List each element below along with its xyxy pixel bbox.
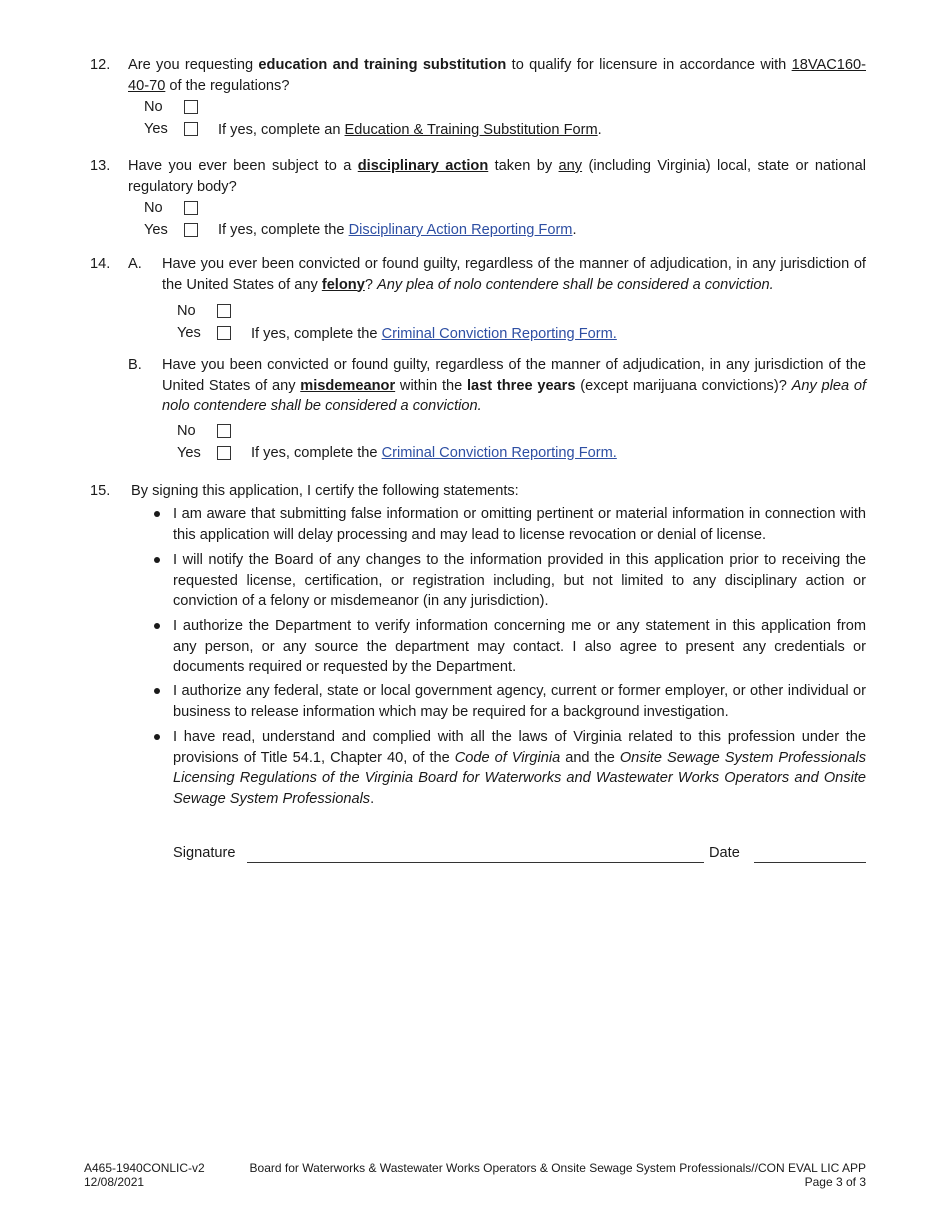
question-13-yes-checkbox[interactable] xyxy=(184,223,198,237)
bullet-dot xyxy=(154,734,160,740)
question-13-text: Have you ever been subject to a disciplinary action taken by any (including Virginia) local, state or national regulatory body? xyxy=(128,158,866,195)
question-12-note: If yes, complete an Education & Training Substitution Form. xyxy=(218,122,602,138)
question-14a-text: Have you ever been convicted or found guilty, regardless of the manner of adjudication, in any jurisdiction of the United States of any felony? Any plea of nolo contendere shall be considered a conviction. xyxy=(162,256,866,293)
question-14a-yes-option: Yes xyxy=(177,325,201,341)
question-15-number: 15. xyxy=(90,483,111,499)
footer-board: Board for Waterworks & Wastewater Works Operators & Onsite Sewage System Professionals//CON EVAL LIC APP xyxy=(249,1161,866,1175)
question-14b-yes-checkbox[interactable] xyxy=(217,446,231,460)
criminal-conviction-reporting-form-link[interactable]: Criminal Conviction Reporting Form. xyxy=(381,326,617,342)
footer-page-number: Page 3 of 3 xyxy=(804,1175,866,1189)
question-13-number: 13. xyxy=(90,158,111,174)
certification-statement-2: I will notify the Board of any changes to the information provided in this application prior to receiving the requested license, certification, or registration including, but not limited to any disciplinary action or conviction of a felony or misdemeanor (in any jurisdiction). xyxy=(173,552,866,609)
question-12-no-option: No xyxy=(144,99,163,115)
date-label: Date xyxy=(709,845,740,861)
regulation-link[interactable]: 18VAC160-40-70 xyxy=(128,57,866,94)
question-14b-yes-option: Yes xyxy=(177,445,201,461)
criminal-conviction-reporting-form-link[interactable]: Criminal Conviction Reporting Form. xyxy=(381,445,617,461)
question-14a-yes-checkbox[interactable] xyxy=(217,326,231,340)
question-13-yes-option: Yes xyxy=(144,222,168,238)
education-training-substitution-form-link[interactable]: Education & Training Substitution Form xyxy=(344,122,598,138)
question-13-no-checkbox[interactable] xyxy=(184,201,198,215)
certification-statement-1: I am aware that submitting false information or omitting pertinent or material information in connection with this application will delay processing and may lead to license revocation or denial of license. xyxy=(173,506,866,543)
question-12-yes-checkbox[interactable] xyxy=(184,122,198,136)
question-14b-no-option: No xyxy=(177,423,196,439)
question-14a-letter: A. xyxy=(128,256,142,272)
signature-line[interactable] xyxy=(247,862,704,863)
question-13-note: If yes, complete the Disciplinary Action Reporting Form. xyxy=(218,222,577,238)
footer-form-id: A465-1940CONLIC-v2 xyxy=(84,1161,205,1175)
question-15-intro: By signing this application, I certify the following statements: xyxy=(131,483,519,499)
question-14a-note: If yes, complete the Criminal Conviction Reporting Form. xyxy=(251,326,617,342)
question-14a-no-checkbox[interactable] xyxy=(217,304,231,318)
date-line[interactable] xyxy=(754,862,866,863)
question-14b-letter: B. xyxy=(128,357,142,373)
bullet-dot xyxy=(154,557,160,563)
question-14b-no-checkbox[interactable] xyxy=(217,424,231,438)
question-12-no-checkbox[interactable] xyxy=(184,100,198,114)
certification-statement-3: I authorize the Department to verify information concerning me or any statement in this application from any person, or any source the department may contact. I also agree to present any credentials or documents required or requested by the Department. xyxy=(173,618,866,675)
question-12-number: 12. xyxy=(90,57,111,73)
disciplinary-action-reporting-form-link[interactable]: Disciplinary Action Reporting Form xyxy=(348,222,573,238)
question-14b-note: If yes, complete the Criminal Conviction Reporting Form. xyxy=(251,445,617,461)
question-13-no-option: No xyxy=(144,200,163,216)
certification-statement-4: I authorize any federal, state or local government agency, current or former employer, or other individual or business to release information which may be required for a background investigation. xyxy=(173,683,866,720)
bullet-dot xyxy=(154,511,160,517)
question-14b-text: Have you been convicted or found guilty, regardless of the manner of adjudication, in any jurisdiction of the United States of any misdemeanor within the last three years (except marijuana convictions)? Any plea of nolo contendere shall be considered a conviction. xyxy=(162,357,866,414)
question-12-text: Are you requesting education and training substitution to qualify for licensure in accordance with 18VAC160-40-70 of the regulations? xyxy=(128,57,866,94)
question-14-number: 14. xyxy=(90,256,111,272)
question-14a-no-option: No xyxy=(177,303,196,319)
question-12-yes-option: Yes xyxy=(144,121,168,137)
certification-statement-5: I have read, understand and complied with all the laws of Virginia related to this profession under the provisions of Title 54.1, Chapter 40, of the Code of Virginia and the Onsite Sewage System Professionals Licensing Regulations of the Virginia Board for Waterworks and Wastewater Works Operators and Onsite Sewage System Professionals. xyxy=(173,729,866,807)
signature-label: Signature xyxy=(173,845,236,861)
bullet-dot xyxy=(154,623,160,629)
bullet-dot xyxy=(154,688,160,694)
footer-form-date: 12/08/2021 xyxy=(84,1175,145,1189)
